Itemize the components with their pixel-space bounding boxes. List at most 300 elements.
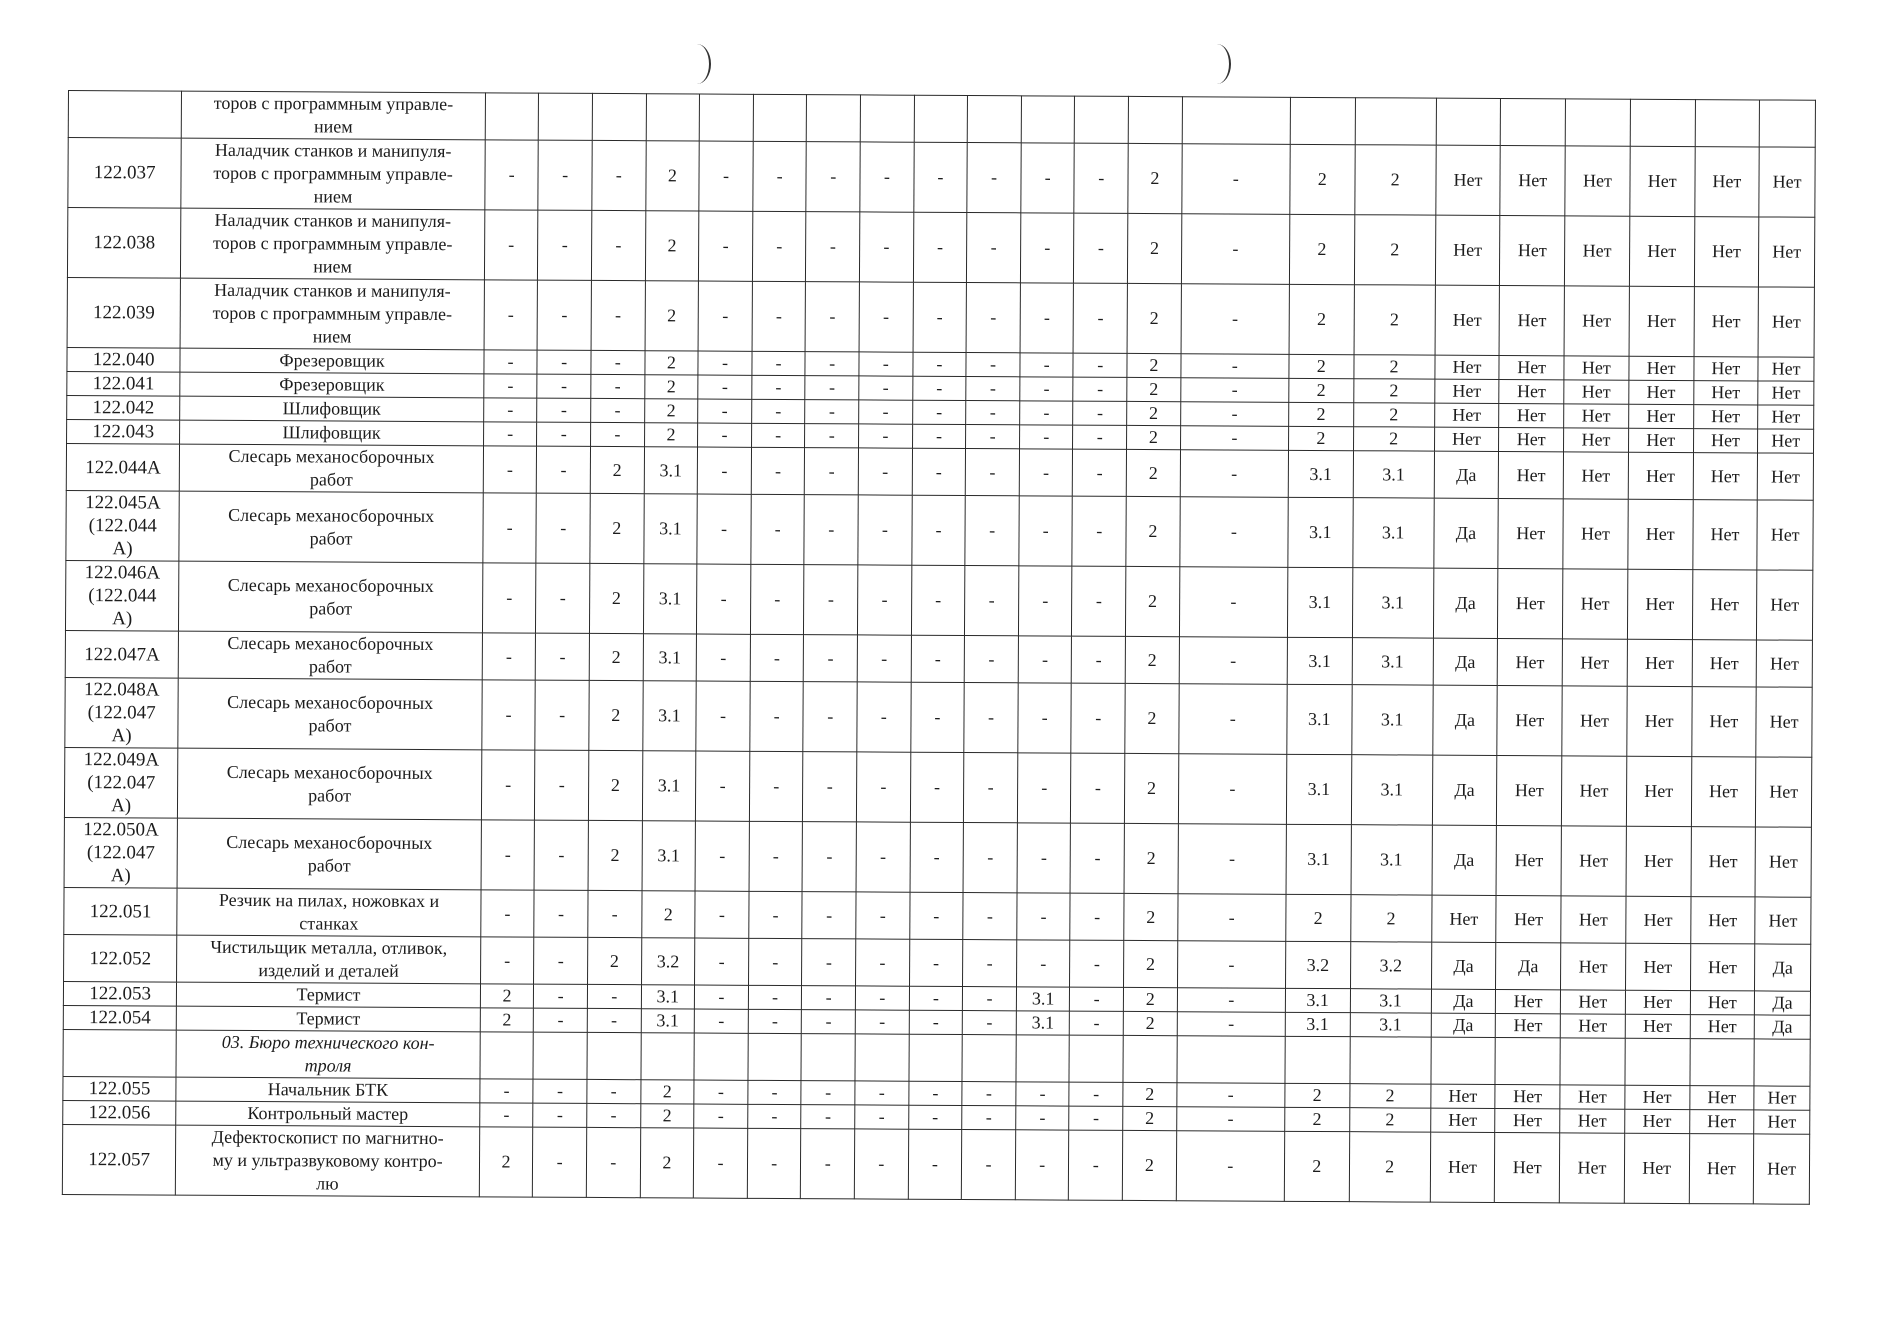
class-value-cell: -	[537, 374, 591, 398]
class-value-cell: Нет	[1755, 897, 1811, 944]
class-value-cell	[1285, 1036, 1350, 1083]
class-value-cell: -	[858, 448, 912, 495]
class-value-cell: Нет	[1435, 215, 1500, 285]
class-value-cell: -	[752, 375, 806, 399]
class-value-cell: -	[695, 938, 749, 985]
class-value-cell: -	[802, 986, 856, 1010]
class-value-cell: -	[537, 350, 591, 374]
class-value-cell: -	[802, 822, 856, 892]
class-value-cell: -	[1020, 213, 1074, 283]
class-value-cell: Нет	[1694, 287, 1759, 357]
class-value-cell: -	[859, 352, 913, 376]
class-value-cell: Нет	[1690, 991, 1755, 1015]
class-value-cell	[1128, 96, 1182, 143]
class-value-cell: Нет	[1564, 404, 1629, 428]
class-value-cell: -	[856, 752, 910, 822]
job-code-cell: 122.046А (122.044 А)	[65, 560, 179, 631]
class-value-cell: -	[912, 448, 966, 495]
class-value-cell: -	[909, 986, 963, 1010]
class-value-cell: -	[748, 1009, 802, 1033]
class-value-cell: 3.1	[1285, 1012, 1350, 1036]
class-value-cell: -	[1072, 636, 1126, 683]
class-value-cell: Нет	[1758, 357, 1814, 381]
class-value-cell	[962, 1035, 1016, 1082]
class-value-cell: 2	[1127, 377, 1181, 401]
class-value-cell: 3.1	[1286, 824, 1351, 894]
class-value-cell: -	[1072, 496, 1126, 566]
job-code-cell: 122.038	[67, 208, 181, 279]
class-value-cell: 2	[1350, 895, 1431, 942]
job-title-cell: Контрольный мастер	[176, 1101, 480, 1127]
job-code-cell: 122.042	[67, 395, 180, 420]
class-value-cell: -	[1179, 567, 1288, 638]
class-value-cell: Нет	[1434, 379, 1499, 403]
class-value-cell: -	[483, 422, 537, 446]
class-value-cell: -	[1073, 449, 1127, 496]
class-value-cell: -	[484, 210, 538, 280]
class-value-cell: -	[591, 374, 645, 398]
class-value-cell: 3.1	[1353, 451, 1434, 498]
class-value-cell: -	[534, 984, 588, 1008]
class-value-cell: Нет	[1560, 1014, 1625, 1038]
class-value-cell	[699, 94, 753, 141]
class-value-cell: Нет	[1435, 285, 1500, 355]
class-value-cell: -	[805, 352, 859, 376]
class-value-cell: -	[591, 210, 645, 280]
class-value-cell: 2	[1289, 214, 1354, 284]
job-code-cell: 122.044А	[66, 443, 180, 491]
class-value-cell: -	[856, 892, 910, 939]
class-value-cell: -	[1020, 377, 1074, 401]
class-value-cell: Да	[1755, 991, 1811, 1015]
class-value-cell: -	[750, 681, 804, 751]
class-value-cell: Нет	[1757, 570, 1813, 640]
class-value-cell: -	[1074, 143, 1128, 213]
job-code-cell: 122.047А	[65, 630, 179, 678]
class-value-cell: Нет	[1628, 404, 1693, 428]
class-value-cell: Нет	[1627, 686, 1692, 756]
class-value-cell: -	[1016, 940, 1070, 987]
class-value-cell	[1069, 1035, 1123, 1082]
class-value-cell: Нет	[1497, 685, 1562, 755]
class-value-cell: Нет	[1625, 943, 1690, 990]
class-value-cell: Нет	[1627, 569, 1692, 639]
class-value-cell: Нет	[1628, 428, 1693, 452]
class-value-cell: Нет	[1689, 1110, 1754, 1134]
class-value-cell: Нет	[1756, 757, 1812, 827]
class-value-cell: -	[537, 280, 591, 350]
job-code-cell: 122.048А (122.047 А)	[65, 677, 179, 748]
class-value-cell: -	[485, 140, 539, 210]
class-value-cell: 2	[1349, 1084, 1430, 1108]
class-value-cell: 2	[1289, 378, 1354, 402]
class-value-cell: Нет	[1434, 403, 1499, 427]
class-value-cell: Нет	[1626, 826, 1691, 896]
class-value-cell: -	[537, 398, 591, 422]
class-value-cell: Да	[1431, 989, 1496, 1013]
class-value-cell: -	[1181, 214, 1290, 285]
class-value-cell: -	[694, 1104, 748, 1128]
job-code-cell: 122.045А (122.044 А)	[66, 490, 180, 561]
class-value-cell: -	[748, 985, 802, 1009]
class-value-cell: 2	[1290, 144, 1355, 214]
class-value-cell: -	[537, 422, 591, 446]
job-code-cell: 122.040	[67, 347, 180, 372]
class-value-cell: -	[1019, 425, 1073, 449]
class-value-cell: -	[1070, 1011, 1124, 1035]
class-value-cell: -	[1073, 425, 1127, 449]
class-value-cell: -	[694, 1009, 748, 1033]
class-value-cell: 3.1	[1287, 637, 1352, 684]
class-value-cell: -	[533, 1079, 587, 1103]
class-value-cell: 2	[1124, 893, 1178, 940]
class-value-cell: -	[1018, 566, 1072, 636]
class-value-cell	[914, 95, 968, 142]
class-value-cell: -	[966, 283, 1020, 353]
class-value-cell: 2	[1349, 1132, 1430, 1202]
class-value-cell: -	[909, 1010, 963, 1034]
class-value-cell: Нет	[1628, 499, 1693, 569]
class-value-cell: -	[967, 143, 1021, 213]
class-value-cell: -	[910, 752, 964, 822]
class-value-cell: Нет	[1625, 990, 1690, 1014]
class-value-cell: Нет	[1691, 827, 1756, 897]
class-value-cell: -	[860, 142, 914, 212]
class-value-cell: -	[966, 425, 1020, 449]
class-value-cell: -	[533, 1127, 587, 1197]
job-code-cell: 122.050А (122.047 А)	[64, 817, 178, 888]
class-value-cell: Нет	[1693, 429, 1758, 453]
class-value-cell: 2	[1288, 426, 1353, 450]
class-value-cell: -	[484, 280, 538, 350]
class-value-cell: 2	[645, 281, 699, 351]
class-value-cell: 2	[589, 633, 643, 680]
class-value-cell: Нет	[1564, 286, 1629, 356]
class-value-cell: -	[697, 494, 751, 564]
class-value-cell	[1695, 100, 1760, 147]
class-value-cell: 3.2	[1285, 941, 1350, 988]
class-value-cell: -	[1017, 823, 1071, 893]
class-value-cell: 3.2	[1350, 942, 1431, 989]
class-value-cell: Нет	[1496, 895, 1561, 942]
class-value-cell: 2	[1123, 1011, 1177, 1035]
job-code-cell: 122.037	[68, 138, 182, 209]
class-value-cell: 2	[1127, 353, 1181, 377]
class-value-cell	[807, 95, 861, 142]
class-value-cell: -	[1176, 1131, 1285, 1202]
table-row	[66, 490, 1813, 570]
class-value-cell: 3.1	[643, 634, 697, 681]
class-value-cell: 2	[1125, 636, 1179, 683]
punch-hole-mark-right	[1203, 44, 1231, 84]
class-value-cell: -	[964, 753, 1018, 823]
class-value-cell: Нет	[1693, 453, 1758, 500]
class-value-cell: Да	[1433, 498, 1498, 568]
class-value-cell: -	[535, 680, 589, 750]
class-value-cell: Да	[1754, 1015, 1810, 1039]
class-value-cell: -	[591, 280, 645, 350]
class-value-cell	[1565, 99, 1630, 146]
class-value-cell: -	[966, 353, 1020, 377]
class-value-cell: Нет	[1755, 827, 1811, 897]
table-row	[67, 277, 1814, 357]
class-value-cell: 2	[587, 937, 641, 984]
class-value-cell: -	[855, 1081, 909, 1105]
class-value-cell: Нет	[1629, 216, 1694, 286]
class-value-cell	[1689, 1039, 1754, 1086]
class-value-cell: 2	[1286, 894, 1351, 941]
class-value-cell: Нет	[1499, 427, 1564, 451]
job-title-cell: Шлифовщик	[180, 420, 484, 446]
class-value-cell: 2	[1123, 1106, 1177, 1130]
class-value-cell: -	[1177, 1012, 1285, 1037]
job-code-cell: 122.051	[64, 887, 178, 935]
class-value-cell: Нет	[1689, 1086, 1754, 1110]
class-value-cell: 2	[480, 1008, 534, 1032]
class-value-cell: Нет	[1561, 943, 1626, 990]
class-value-cell: -	[911, 495, 965, 565]
class-value-cell: -	[857, 682, 911, 752]
class-value-cell: 2	[1126, 566, 1180, 636]
class-value-cell: -	[859, 212, 913, 282]
class-value-cell: -	[912, 424, 966, 448]
class-value-cell	[748, 1033, 802, 1080]
class-value-cell: 2	[1284, 1131, 1349, 1201]
class-value-cell: Нет	[1559, 1133, 1624, 1203]
class-value-cell: 2	[588, 750, 642, 820]
class-value-cell: Нет	[1756, 640, 1812, 687]
job-code-cell: 122.057	[62, 1124, 176, 1195]
class-value-cell: Нет	[1498, 568, 1563, 638]
class-value-cell: 2	[589, 680, 643, 750]
class-value-cell	[1630, 99, 1695, 146]
table-row	[65, 560, 1812, 640]
class-value-cell: Нет	[1560, 1085, 1625, 1109]
class-value-cell: -	[481, 750, 535, 820]
class-value-cell: -	[859, 424, 913, 448]
class-value-cell: -	[909, 939, 963, 986]
class-value-cell: -	[747, 1128, 801, 1198]
class-value-cell: 3.1	[1287, 684, 1352, 754]
class-value-cell: -	[751, 447, 805, 494]
class-value-cell: 2	[645, 211, 699, 281]
class-value-cell: -	[1181, 354, 1289, 379]
class-value-cell: -	[534, 937, 588, 984]
class-value-cell: Да	[1432, 755, 1497, 825]
class-value-cell: Нет	[1435, 145, 1500, 215]
class-value-cell: Нет	[1754, 1086, 1810, 1110]
class-value-cell: -	[1020, 283, 1074, 353]
class-value-cell	[967, 96, 1021, 143]
class-value-cell: -	[483, 398, 537, 422]
class-value-cell: -	[1015, 1130, 1069, 1200]
job-title-cell: Наладчик станков и манипуля- торов с программным управле- нием	[180, 278, 484, 350]
class-value-cell: -	[1018, 683, 1072, 753]
class-value-cell	[1123, 1035, 1177, 1082]
class-value-cell: Нет	[1624, 1109, 1689, 1133]
class-value-cell: Нет	[1496, 989, 1561, 1013]
job-code-cell: 122.039	[67, 277, 181, 348]
class-value-cell: -	[1181, 284, 1290, 355]
class-value-cell: -	[1016, 1082, 1070, 1106]
class-value-cell: Нет	[1630, 146, 1695, 216]
class-value-cell: -	[1021, 143, 1075, 213]
class-value-cell: -	[963, 823, 1017, 893]
job-code-cell: 122.049А (122.047 А)	[64, 747, 178, 818]
class-value-cell: Нет	[1694, 217, 1759, 287]
class-value-cell: -	[854, 1129, 908, 1199]
class-value-cell: -	[912, 400, 966, 424]
class-value-cell	[855, 1034, 909, 1081]
class-value-cell: -	[965, 566, 1019, 636]
class-value-cell: 2	[640, 1128, 694, 1198]
class-value-cell: 2	[645, 351, 699, 375]
class-value-cell: -	[962, 1011, 1016, 1035]
class-value-cell	[539, 93, 593, 140]
class-value-cell: -	[1180, 426, 1288, 451]
class-value-cell: 2	[1127, 283, 1181, 353]
class-value-cell: Нет	[1430, 1108, 1495, 1132]
class-value-cell: -	[802, 892, 856, 939]
class-value-cell: 2	[644, 399, 698, 423]
class-value-cell: Нет	[1759, 147, 1815, 217]
class-value-cell: -	[859, 400, 913, 424]
class-value-cell: -	[537, 446, 591, 493]
class-value-cell: 2	[1354, 355, 1435, 379]
class-value-cell: -	[1180, 497, 1289, 568]
class-value-cell: -	[801, 1129, 855, 1199]
job-title-cell: Слесарь механосборочных работ	[179, 561, 483, 633]
class-value-cell: -	[1070, 940, 1124, 987]
class-value-cell	[1501, 99, 1566, 146]
class-value-cell	[1290, 97, 1355, 144]
class-value-cell: -	[804, 635, 858, 682]
class-value-cell: -	[805, 282, 859, 352]
class-value-cell: Нет	[1497, 755, 1562, 825]
class-value-cell: 3.1	[643, 564, 697, 634]
class-value-cell: 3.1	[1351, 685, 1432, 755]
class-value-cell: -	[965, 496, 1019, 566]
class-value-cell	[480, 1032, 534, 1079]
class-value-cell: -	[480, 937, 534, 984]
class-value-cell: 3.1	[1288, 497, 1353, 567]
class-value-cell: Нет	[1624, 1133, 1689, 1203]
class-value-cell: 3.1	[1350, 1013, 1431, 1037]
class-value-cell: -	[1073, 353, 1127, 377]
class-value-cell: 2	[1127, 425, 1181, 449]
class-value-cell	[1355, 98, 1436, 145]
class-value-cell: -	[1020, 401, 1074, 425]
class-value-cell: Нет	[1690, 1015, 1755, 1039]
class-value-cell: -	[856, 939, 910, 986]
class-value-cell: -	[855, 1010, 909, 1034]
class-value-cell: Нет	[1565, 146, 1630, 216]
class-value-cell: 2	[590, 446, 644, 493]
class-value-cell: -	[806, 212, 860, 282]
class-value-cell: Нет	[1757, 500, 1813, 570]
class-value-cell: -	[749, 891, 803, 938]
class-value-cell: 3.1	[642, 821, 696, 891]
class-value-cell	[1431, 1037, 1496, 1084]
class-value-cell	[1436, 98, 1501, 145]
class-value-cell: -	[694, 1128, 748, 1198]
class-value-cell: Нет	[1692, 570, 1757, 640]
class-value-cell: -	[805, 400, 859, 424]
job-title-cell: Фрезеровщик	[180, 372, 484, 398]
class-value-cell: Нет	[1561, 826, 1626, 896]
class-value-cell: 2	[644, 423, 698, 447]
job-title-cell: Наладчик станков и манипуля- торов с программным управле- нием	[181, 208, 485, 280]
class-value-cell: -	[748, 1080, 802, 1104]
working-conditions-table	[62, 90, 1816, 1205]
class-value-cell: 3.1	[1016, 1011, 1070, 1035]
class-value-cell: -	[1177, 894, 1285, 942]
class-value-cell: -	[908, 1081, 962, 1105]
class-value-cell: -	[1177, 1083, 1285, 1108]
class-value-cell: 2	[1289, 284, 1354, 354]
class-value-cell	[801, 1034, 855, 1081]
job-title-cell: Термист	[177, 982, 481, 1008]
class-value-cell: -	[858, 495, 912, 565]
class-value-cell: -	[748, 938, 802, 985]
class-value-cell: -	[482, 563, 536, 633]
class-value-cell: -	[749, 751, 803, 821]
class-value-cell: -	[803, 682, 857, 752]
class-value-cell: -	[859, 282, 913, 352]
job-title-cell: Слесарь механосборочных работ	[179, 491, 483, 563]
class-value-cell: 3.1	[1351, 825, 1432, 895]
class-value-cell: Нет	[1691, 687, 1756, 757]
class-value-cell: Да	[1755, 944, 1811, 991]
class-value-cell: -	[587, 984, 641, 1008]
class-value-cell	[860, 95, 914, 142]
class-value-cell: -	[1073, 401, 1127, 425]
class-value-cell: 2	[1354, 215, 1435, 285]
class-value-cell: 2	[1123, 987, 1177, 1011]
class-value-cell: -	[1182, 144, 1291, 215]
class-value-cell: -	[698, 423, 752, 447]
job-title-cell: Слесарь механосборочных работ	[179, 631, 483, 680]
class-value-cell: -	[534, 820, 588, 890]
class-value-cell: Нет	[1495, 1132, 1560, 1202]
class-value-cell: 3.1	[643, 494, 697, 564]
class-value-cell: Нет	[1693, 357, 1758, 381]
class-value-cell: 2	[645, 141, 699, 211]
table-row	[67, 208, 1814, 288]
job-title-cell: Фрезеровщик	[180, 348, 484, 374]
class-value-cell: -	[1179, 637, 1287, 685]
class-value-cell: -	[536, 633, 590, 680]
class-value-cell: Нет	[1430, 1132, 1495, 1202]
class-value-cell: -	[1178, 824, 1287, 895]
class-value-cell: -	[698, 281, 752, 351]
job-title-cell: Слесарь механосборочных работ	[178, 678, 482, 750]
class-value-cell: -	[752, 211, 806, 281]
class-value-cell: Нет	[1560, 990, 1625, 1014]
class-value-cell: Да	[1433, 568, 1498, 638]
class-value-cell: -	[481, 890, 535, 937]
class-value-cell: 2	[479, 1127, 533, 1197]
class-value-cell: Нет	[1689, 1134, 1754, 1204]
class-value-cell: -	[966, 401, 1020, 425]
class-value-cell: 2	[644, 375, 698, 399]
class-value-cell: -	[1017, 893, 1071, 940]
class-value-cell: 2	[1122, 1130, 1176, 1200]
class-value-cell: -	[804, 495, 858, 565]
class-value-cell: -	[805, 376, 859, 400]
class-value-cell: -	[1074, 213, 1128, 283]
class-value-cell: -	[801, 1081, 855, 1105]
